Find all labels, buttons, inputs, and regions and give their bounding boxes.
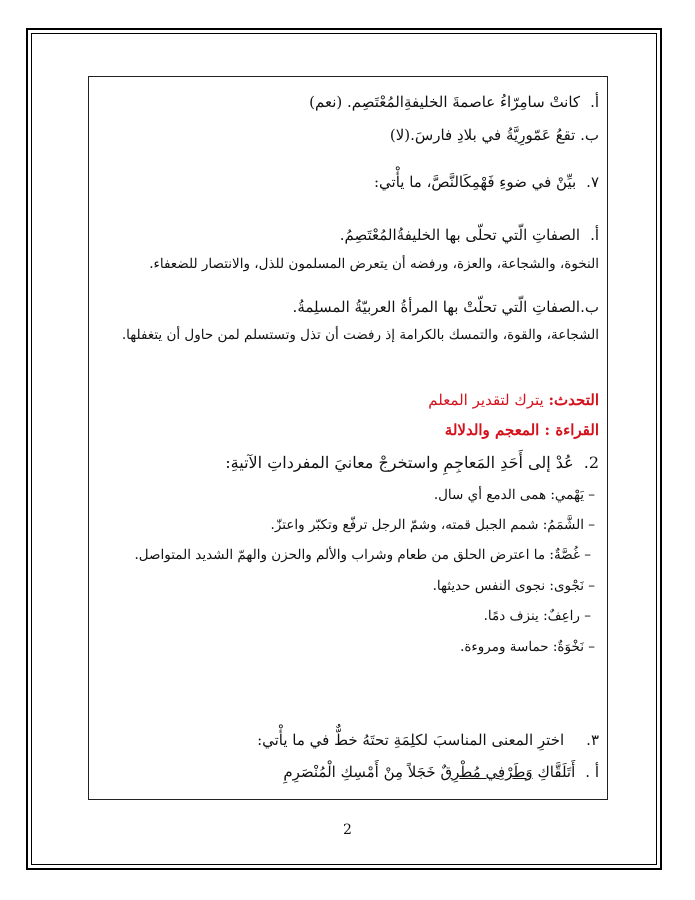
- q7-text: بيِّنْ في ضوءِ فَهْمِكَالنَّصَّ، ما يأْتي:: [373, 173, 577, 191]
- q2-number: 2.: [583, 453, 599, 472]
- q7-a-text: الصفاتِ الّتي تحلّى بها الخليفةُالمُعْتَصِمُ.: [339, 226, 581, 244]
- q7-item-a: [340, 225, 599, 245]
- q3-a-marker: أ .: [585, 763, 599, 781]
- q3-item-a: [283, 762, 599, 782]
- q7-number: ٧.: [586, 173, 599, 191]
- q2-question: [225, 453, 599, 473]
- q3-question: [257, 730, 599, 750]
- q7-b-answer: الشجاعة، والقوة، والتمسك بالكرامة إذ رفضت أن تذل وتستسلم لمن حاول أن يتغفلها.: [121, 327, 599, 343]
- q3-a-underlined: وَطَرْفِي مُطْرِقٌ: [440, 763, 533, 781]
- q2-item: – يَهْمي: همى الدمع أي سال.: [433, 487, 595, 503]
- speaking-line: [428, 390, 599, 410]
- speaking-text: يترك لتقدير المعلم: [428, 391, 544, 409]
- q2-item: – نَجْوى: نجوى النفس حديثها.: [432, 578, 595, 594]
- q7-item-b: ب.الصفاتِ الّتي تحلّتْ بها المرأةُ العربيّةُ المسلِمةُ.: [292, 298, 599, 316]
- q6-a-text: كانتْ سامِرّاءُ عاصمةَ الخليفةِالمُعْتَصِم. (نعم): [309, 93, 581, 111]
- q7-question: [374, 172, 599, 192]
- q3-number: ٣.: [586, 731, 599, 749]
- q7-a-answer: النخوة، والشجاعة، والعزة، ورفضه أن يتعرض المسلمون للذل، والانتصار للضعفاء.: [149, 256, 599, 272]
- speaking-label: التحدث:: [548, 391, 599, 409]
- page-number: 2: [343, 822, 352, 838]
- q2-text: عُدْ إلى أَحَدِ المَعاجِمِ واستخرجْ معانيَ المفرداتِ الآتيةِ:: [225, 453, 574, 472]
- q6-item-b: ب. تقعُ عَمّورِيَّةُ في بلادِ فارسَ.(لا): [389, 126, 599, 144]
- q2-item: – راعِفٌ: ينزف دمًا.: [483, 608, 591, 624]
- q3-a-before: أَتَلَقَّاكِ: [537, 763, 576, 781]
- q7-a-marker: أ.: [590, 226, 599, 244]
- q2-item: – غُصَّةٌ: ما اعترض الحلق من طعام وشراب والألم والحزن والهمّ الشديد المتواصل.: [134, 547, 591, 563]
- q6-a-marker: أ.: [590, 93, 599, 111]
- q3-a-after: خَجَلاً مِنْ أَمْسِكِ الْمُنْصَرِمِ: [283, 763, 436, 781]
- q2-item: – نَخْوَةٌ: حماسة ومروءة.: [460, 639, 595, 655]
- q6-item-a: [309, 92, 599, 112]
- reading-heading: القراءة : المعجم والدلالة: [444, 421, 599, 439]
- q2-item: – الشَّمَمُ: شمم الجبل قمته، وشمّ الرجل ترفّع وتكبّر واعتزّ.: [270, 517, 595, 533]
- q3-text: اخترِ المعنى المناسبَ لكلِمَةِ تحتَهُ خطٌّ في ما يأْتي:: [257, 731, 565, 749]
